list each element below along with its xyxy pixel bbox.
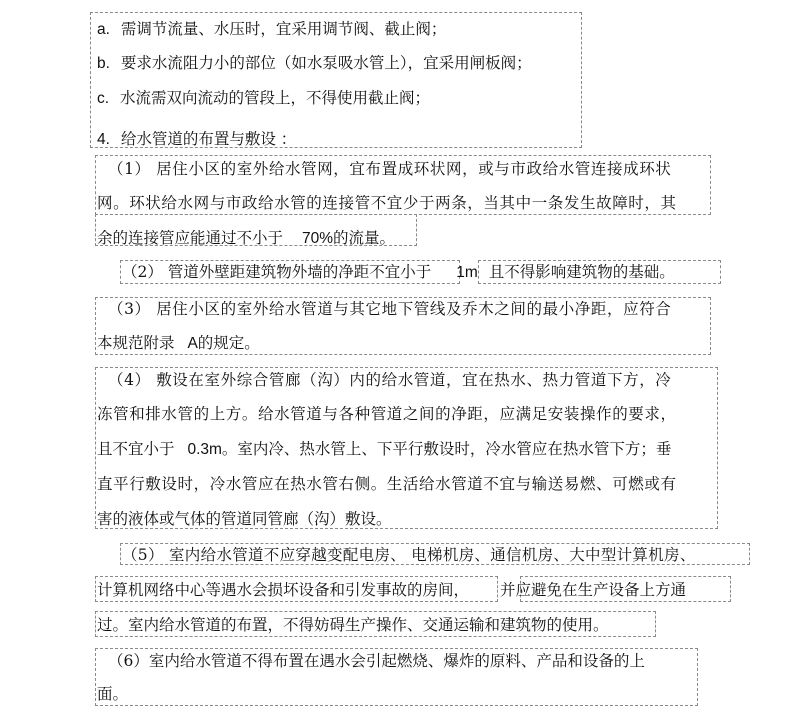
valve-item-c: c. 水流需双向流动的管段上，不得使用截止阀；	[97, 89, 431, 107]
para3-line1: （3） 居住小区的室外给水管道与其它地下管线及乔木之间的最小净距，应符合	[108, 300, 672, 318]
para1-line2: 网。环状给水网与市政给水管的连接管不宜少于两条，当其中一条发生故障时，其	[97, 194, 677, 212]
para4-line3: 且不宜小于 0.3m。室内冷、热水管上、下平行敷设时，冷水管应在热水管下方；垂	[97, 440, 672, 458]
valve-item-a: a. 需调节流量、水压时，宜采用调节阀、截止阀；	[97, 20, 447, 38]
para2-line: （2） 管道外壁距建筑物外墙的净距不宜小于 1m 且不得影响建筑物的基础。	[122, 263, 675, 281]
para5-line2: 计算机网络中心等遇水会损坏设备和引发事故的房间， 并应避免在生产设备上方通	[97, 581, 686, 599]
para1-line3: 余的连接管应能通过不小于 70%的流量。	[97, 229, 395, 247]
para4-line1: （4） 敷设在室外综合管廊（沟）内的给水管道，宜在热水、热力管道下方，冷	[108, 371, 672, 389]
para1-line1: （1） 居住小区的室外给水管网，宜布置成环状网，或与市政给水管连接成环状	[108, 160, 672, 178]
para5-line1: （5） 室内给水管道不应穿越变配电房、 电梯机房、通信机房、大中型计算机房、	[122, 546, 696, 564]
para3-line2: 本规范附录 A的规定。	[97, 334, 260, 352]
para6-line1: （6）室内给水管道不得布置在遇水会引起燃烧、爆炸的原料、产品和设备的上	[108, 652, 645, 670]
section-heading: 4. 给水管道的布置与敷设 ：	[97, 130, 297, 148]
para4-line4: 直平行敷设时，冷水管应在热水管右侧。生活给水管道不宜与输送易燃、可燃或有	[97, 475, 677, 493]
para5-line3: 过。室内给水管道的布置，不得妨碍生产操作、交通运输和建筑物的使用。	[97, 616, 609, 634]
para4-line2: 冻管和排水管的上方。给水管道与各种管道之间的净距，应满足安装操作的要求，	[97, 405, 677, 423]
para6-line2: 面。	[97, 685, 129, 703]
para4-line5: 害的液体或气体的管道同管廊（沟）敷设。	[97, 510, 392, 528]
valve-item-b: b. 要求水流阻力小的部位（如水泵吸水管上），宜采用闸板阀；	[97, 54, 532, 72]
